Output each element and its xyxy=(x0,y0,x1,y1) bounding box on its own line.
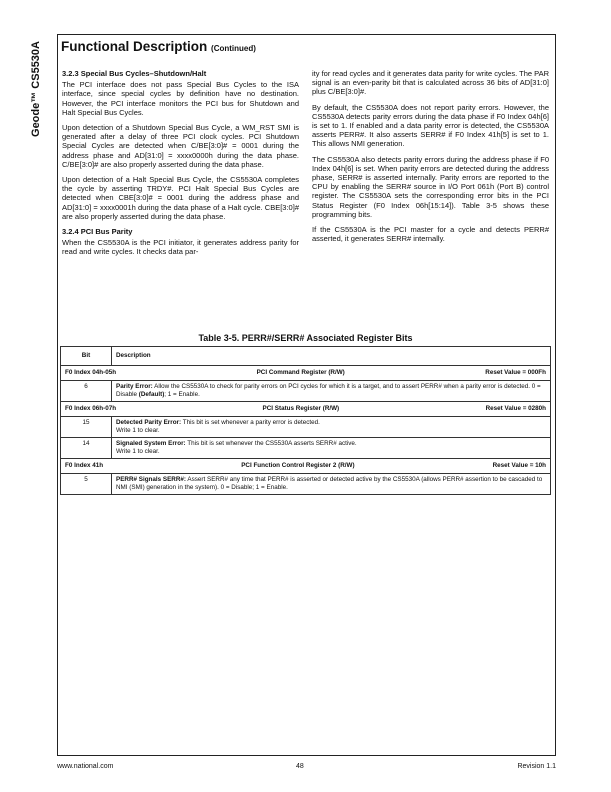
header-title: Functional Description xyxy=(61,39,208,54)
column-header-description: Description xyxy=(112,347,551,366)
left-column xyxy=(62,69,299,263)
header-continued: (Continued) xyxy=(211,44,256,53)
paragraph: Upon detection of a Halt Special Bus Cycle, the CS5530A completes the cycle by asserting TRDY#. PCI Halt Special Bus Cycles are detected when CBE[3:0]# = 0001 during the address phase and AD[31:0] = xxxx0001h during the data phase of a Halt cycle. CBE[3:0]# are also properly asserted during the data phase. xyxy=(62,175,299,221)
section-heading-3-2-3: 3.2.3 Special Bus Cycles–Shutdown/Halt xyxy=(62,69,207,78)
bit-description: Detected Parity Error: This bit is set whenever a parity error is detected. Write 1 to clear. xyxy=(112,417,551,438)
paragraph: The PCI interface does not pass Special Bus Cycles to the ISA interface, since special cycles by definition have no destination. However, the PCI interface monitors the PCI bus for Shutdown and Halt Special Bus Cycles. xyxy=(62,80,299,117)
footer-revision: Revision 1.1 xyxy=(517,763,556,770)
register-section-row xyxy=(61,366,551,381)
column-header-bit: Bit xyxy=(61,347,112,366)
register-section-row xyxy=(61,402,551,417)
bit-description: PERR# Signals SERR#: Assert SERR# any time that PERR# is asserted or detected active by the CS5530A (allows PERR# assertion to be cascaded to NMI (SMI) generation in the system). 0 = Disable; 1 = Enable. xyxy=(112,474,551,495)
bit-description: Parity Error: Allow the CS5530A to check for parity errors on PCI cycles for which it is a target, and to assert PERR# when a parity error is detected. 0 = Disable (Default); 1 = Enable. xyxy=(112,381,551,402)
footer-page-number: 48 xyxy=(296,763,304,770)
table-row xyxy=(61,417,551,438)
register-reset-value: Reset Value = 0280h xyxy=(485,405,546,412)
bit-number: 15 xyxy=(61,417,112,438)
section-heading-3-2-4: 3.2.4 PCI Bus Parity xyxy=(62,227,133,237)
side-title xyxy=(28,34,44,144)
register-name: PCI Function Control Register 2 (R/W) xyxy=(241,462,355,469)
register-name: PCI Status Register (R/W) xyxy=(262,405,340,412)
paragraph: ity for read cycles and it generates data parity for write cycles. The PAR signal is an even-parity bit that is calculated across 36 bits of AD[31:0] plus C/BE[3:0]#. xyxy=(312,69,549,97)
paragraph: Upon detection of a Shutdown Special Bus Cycle, a WM_RST SMI is generated after a delay of three PCI clock cycles. PCI Shutdown Special Cycles are detected when C/BE[3:0]# = 0001 during the address phase and AD[31:0] = xxxx0000h during the data phase. C/BE[3:0]# are also properly asserted during the data phase. xyxy=(62,123,299,169)
page-header xyxy=(61,39,256,54)
table-title: Table 3-5. PERR#/SERR# Associated Register Bits xyxy=(198,333,413,343)
table-row xyxy=(61,474,551,495)
register-name: PCI Command Register (R/W) xyxy=(256,369,345,376)
table-header-row xyxy=(61,347,551,366)
paragraph: The CS5530A also detects parity errors during the address phase if F0 Index 04h[6] is set. When parity errors are detected during the address phase, SERR# is asserted internally. Parity errors are reported to the CPU by enabling the SERR# source in I/O Port 061h (Port B) control register. The CS5530A sets the corresponding error bits in the PCI Status Register (F0 Index 06h[15:14]). Table 3-5 shows these programming bits. xyxy=(312,154,549,219)
bit-description: Signaled System Error: This bit is set whenever the CS5530A asserts SERR# active. Write 1 to clear. xyxy=(112,438,551,459)
paragraph: By default, the CS5530A does not report parity errors. However, the CS5530A detects parity errors during the data phase if F0 Index 04h[6] is set to 1. If enabled and a data parity error is detected, the CS5530A asserts PERR#. It also asserts SERR# if F0 Index 41h[5] is set to 1. This allows NMI generation. xyxy=(312,102,549,149)
bit-number: 5 xyxy=(61,474,112,495)
table-row xyxy=(61,381,551,402)
paragraph: If the CS5530A is the PCI master for a cycle and detects PERR# asserted, it generates SERR# internally. xyxy=(312,225,549,244)
table-row xyxy=(61,438,551,459)
right-column xyxy=(312,69,549,249)
register-section-row xyxy=(61,459,551,474)
register-reset-value: Reset Value = 10h xyxy=(492,462,546,469)
register-reset-value: Reset Value = 000Fh xyxy=(485,369,546,376)
register-index: F0 Index 06h-07h xyxy=(65,405,117,412)
register-index: F0 Index 41h xyxy=(65,462,104,469)
bit-number: 6 xyxy=(61,381,112,402)
register-index: F0 Index 04h-05h xyxy=(65,369,117,376)
register-bits-table xyxy=(60,346,551,495)
footer-url: www.national.com xyxy=(57,763,114,770)
paragraph: When the CS5530A is the PCI initiator, it generates address parity for read and write cycles. It checks data par- xyxy=(62,238,299,257)
bit-number: 14 xyxy=(61,438,112,459)
side-title-text: Geode™ CS5530A xyxy=(30,41,42,137)
